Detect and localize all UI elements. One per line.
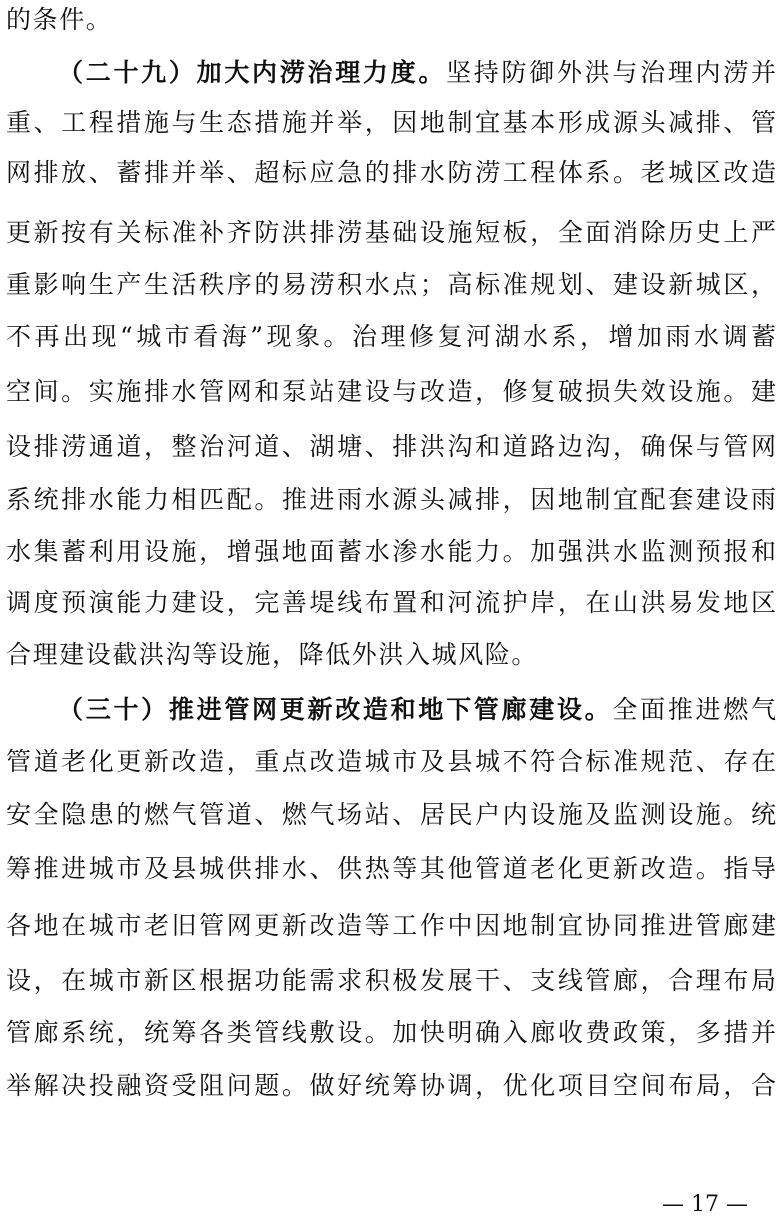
section-heading-29: （二十九）加大内涝治理力度。 [58, 58, 447, 87]
text-line: 水集蓄利用设施，增强地面蓄水渗水能力。加强洪水监测预报和 [6, 537, 776, 566]
text-line: 调度预演能力建设，完善堤线布置和河流护岸，在山洪易发地区 [6, 588, 776, 617]
text-line: 管廊系统，统筹各类管线敷设。加快明确入廊收费政策，多措并 [6, 1018, 776, 1047]
text-line: 管道老化更新改造，重点改造城市及县城不符合标准规范、存在 [6, 747, 776, 776]
text-line: 更新按有关标准补齐防洪排涝基础设施短板，全面消除历史上严 [6, 218, 776, 247]
text-line: 重影响生产生活秩序的易涝积水点；高标准规划、建设新城区， [6, 270, 776, 299]
text-line: 网排放、蓄排并举、超标应急的排水防涝工程体系。老城区改造 [6, 158, 776, 187]
text-line: 不再出现“城市看海”现象。治理修复河湖水系，增加雨水调蓄 [6, 322, 776, 351]
paragraph-30-first-line [58, 688, 776, 732]
text-line: 合理建设截洪沟等设施，降低外洪入城风险。 [6, 640, 539, 669]
text-run: 坚持防御外洪与治理内涝并 [446, 58, 776, 87]
section-heading-30: （三十）推进管网更新改造和地下管廊建设。 [58, 695, 613, 724]
paragraph-29-first-line [58, 51, 776, 95]
text-line: 的条件。 [6, 5, 113, 34]
text-line: 筹推进城市及县城供排水、供热等其他管道老化更新改造。指导 [6, 854, 776, 883]
text-line: 各地在城市老旧管网更新改造等工作中因地制宜协同推进管廊建 [6, 911, 776, 940]
text-line: 系统排水能力相匹配。推进雨水源头减排，因地制宜配套建设雨 [6, 485, 776, 514]
text-line: 空间。实施排水管网和泵站建设与改造，修复破损失效设施。建 [6, 377, 776, 406]
text-line: 设排涝通道，整治河道、湖塘、排洪沟和道路边沟，确保与管网 [6, 432, 776, 461]
text-line: 举解决投融资受阻问题。做好统筹协调，优化项目空间布局，合 [6, 1071, 776, 1100]
text-line: 安全隐患的燃气管道、燃气场站、居民户内设施及监测设施。统 [6, 800, 776, 829]
text-line: 重、工程措施与生态措施并举，因地制宜基本形成源头减排、管 [6, 108, 776, 137]
page-number: — 17 — [662, 1192, 748, 1217]
text-line: 设，在城市新区根据功能需求积极发展干、支线管廊，合理布局 [6, 966, 776, 995]
text-run: 全面推进燃气 [612, 695, 776, 724]
